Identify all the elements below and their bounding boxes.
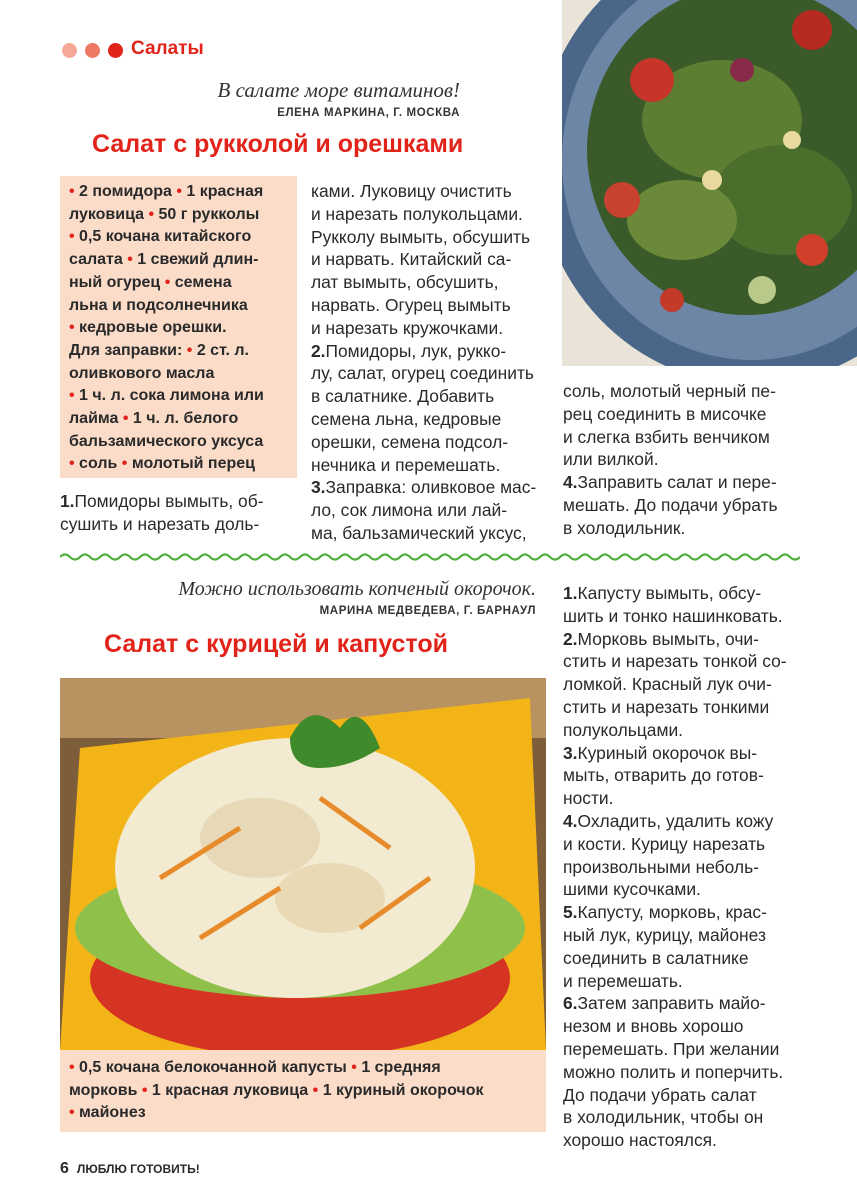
recipe1-title: Салат с рукколой и орешками — [92, 130, 464, 158]
recipe1-ingredient-text: лайма — [69, 410, 123, 428]
recipe1-text-line: нечника и перемешать. — [311, 454, 501, 475]
recipe2-text-line: 5.Капусту, морковь, крас- — [563, 902, 767, 923]
recipe1-text-line: 2.Помидоры, лук, рукко- — [311, 340, 507, 361]
page-number: 6 — [60, 1160, 69, 1177]
recipe2-author: МАРИНА МЕДВЕДЕВА, Г. БАРНАУЛ — [319, 605, 536, 617]
recipe1-author: ЕЛЕНА МАРКИНА, Г. МОСКВА — [277, 107, 460, 119]
arugula-salad-photo — [562, 0, 857, 366]
recipe1-ingredient-line — [69, 295, 264, 318]
recipe1-ingredient-line — [69, 204, 264, 227]
chicken-salad-illustration — [60, 678, 546, 1050]
recipe1-text-line: ло, сок лимона или лай- — [311, 500, 508, 521]
recipe2-ingredient-text: майонез — [79, 1104, 146, 1122]
recipe1-ingredient-text: ный огурец — [69, 273, 165, 291]
recipe1-ingredient-text: соль — [79, 455, 122, 473]
recipe1-text-line: и нарезать полукольцами. — [311, 203, 523, 224]
step-number: 3. — [311, 477, 326, 498]
recipe2-ingredients-box — [60, 1050, 546, 1132]
recipe1-ingredient-text: бальзамического уксуса — [69, 432, 264, 450]
recipe1-text-line: и нарезать кружочками. — [311, 317, 504, 338]
recipe1-text-line: 1.Помидоры вымыть, об- — [60, 491, 264, 511]
recipe2-ingredient-line — [69, 1102, 484, 1125]
bullet-icon: • — [164, 273, 175, 291]
recipe1-text-line: и слегка взбить венчиком — [563, 426, 770, 447]
bullet-icon: • — [186, 341, 197, 359]
bullet-icon: • — [312, 1081, 323, 1099]
recipe1-ingredient-line — [69, 249, 264, 272]
recipe1-ingredients — [69, 181, 264, 476]
recipe2-text-line: 6.Затем заправить майо- — [563, 993, 766, 1014]
step-number: 6. — [563, 993, 578, 1014]
recipe1-text-line: ма, бальзамический уксус, — [311, 522, 527, 543]
recipe1-ingredient-line — [69, 385, 264, 408]
recipe1-steps-col3 — [563, 380, 778, 540]
recipe1-ingredient-text: льна и подсолнечника — [69, 296, 248, 314]
bullet-icon: • — [69, 387, 80, 405]
recipe1-ingredient-line — [69, 453, 264, 476]
recipe1-text-line: орешки, семена подсол- — [311, 431, 509, 452]
bullet-icon: • — [127, 251, 138, 269]
recipe2-ingredient-line — [69, 1057, 484, 1080]
recipe1-ingredient-line — [69, 226, 264, 249]
recipe1-ingredient-text: кедровые орешки. — [79, 319, 227, 337]
step-number: 4. — [563, 472, 578, 493]
recipe2-text-line: перемешать. При желании — [563, 1038, 780, 1059]
recipe2-text-line: и кости. Курицу нарезать — [563, 833, 766, 854]
page-footer — [60, 1160, 200, 1178]
step-number: 2. — [311, 340, 326, 361]
recipe1-ingredient-line — [69, 272, 264, 295]
step-number: 2. — [563, 628, 578, 649]
section-dot-3 — [108, 43, 123, 58]
recipe1-text-line: Рукколу вымыть, обсушить — [311, 226, 531, 247]
recipe1-ingredient-text: семена — [174, 273, 232, 291]
recipe2-text-line: 4.Охладить, удалить кожу — [563, 810, 774, 831]
section-label: Салаты — [131, 38, 204, 59]
recipe2-text-line: 2.Морковь вымыть, очи- — [563, 628, 759, 649]
recipe2-text-line: ный лук, курицу, майонез — [563, 924, 766, 945]
step-number: 4. — [563, 810, 578, 831]
bullet-icon: • — [69, 455, 80, 473]
recipe1-text-line: или вилкой. — [563, 449, 659, 470]
recipe1-steps-col1 — [60, 490, 264, 536]
recipe1-text-line: соль, молотый черный пе- — [563, 381, 776, 401]
recipe1-text-line: в холодильник. — [563, 517, 686, 538]
bullet-icon: • — [121, 455, 132, 473]
recipe1-text-line: сушить и нарезать доль- — [60, 513, 260, 534]
recipe1-text-line: лат вымыть, обсушить, — [311, 272, 499, 293]
recipe1-ingredient-line — [69, 431, 264, 454]
recipe2-text-line: 3.Куриный окорочок вы- — [563, 742, 757, 763]
recipe1-ingredient-line — [69, 408, 264, 431]
recipe1-ingredient-text: 50 г рукколы — [158, 205, 260, 223]
recipe2-text-line: в холодильник, чтобы он — [563, 1107, 764, 1128]
recipe1-ingredient-text: оливкового масла — [69, 364, 215, 382]
recipe1-ingredient-text: 2 помидора — [79, 183, 177, 200]
recipe1-text-line: нарвать. Огурец вымыть — [311, 294, 511, 315]
recipe2-text-line: хорошо настоялся. — [563, 1130, 717, 1151]
recipe2-ingredient-text: 1 средняя — [361, 1059, 441, 1076]
recipe2-text-line: полукольцами. — [563, 719, 683, 740]
recipe1-ingredient-text: салата — [69, 251, 128, 269]
recipe2-title: Салат с курицей и капустой — [104, 630, 448, 658]
step-number: 1. — [60, 491, 75, 511]
recipe2-ingredient-text: 1 куриный окорочок — [322, 1081, 484, 1099]
recipe1-text-line: и нарвать. Китайский са- — [311, 249, 512, 270]
recipe1-text-line: мешать. До подачи убрать — [563, 494, 778, 515]
recipe1-ingredient-text: 1 ч. л. сока лимона или — [79, 387, 264, 405]
recipe1-ingredients-box — [60, 176, 297, 478]
recipe2-text-line: произвольными неболь- — [563, 856, 759, 877]
recipe1-ingredient-text: молотый перец — [131, 455, 255, 473]
recipe1-text-line: 3.Заправка: оливковое мас- — [311, 477, 537, 498]
section-dot-1 — [62, 43, 77, 58]
recipe2-text-line: До подачи убрать салат — [563, 1084, 757, 1105]
recipe1-ingredient-text: 0,5 кочана китайского — [79, 228, 252, 246]
recipe1-text-line: в салатнике. Добавить — [311, 386, 495, 407]
recipe2-text-line: стить и нарезать тонкой со- — [563, 651, 787, 672]
recipe1-ingredient-text: луковица — [69, 205, 149, 223]
recipe2-text-line: незом и вновь хорошо — [563, 1016, 744, 1037]
bullet-icon: • — [69, 319, 80, 337]
bullet-icon: • — [141, 1081, 152, 1099]
bullet-icon: • — [69, 1104, 80, 1122]
recipe1-tagline: В салате море витаминов! — [217, 78, 460, 102]
step-number: 1. — [563, 583, 578, 603]
recipe2-steps — [563, 582, 787, 1152]
recipe1-ingredient-line — [69, 340, 264, 363]
step-number: 3. — [563, 742, 578, 763]
recipe2-text-line: ломкой. Красный лук очи- — [563, 674, 772, 695]
recipe1-text-line: ками. Луковицу очистить — [311, 181, 512, 201]
recipe2-ingredient-text: 0,5 кочана белокочанной капусты — [79, 1059, 352, 1076]
recipe1-ingredient-line — [69, 363, 264, 386]
recipe2-text-line: мыть, отварить до готов- — [563, 765, 764, 786]
recipe2-text-line: 1.Капусту вымыть, обсу- — [563, 583, 762, 603]
recipe1-ingredient-text: 1 свежий длин- — [137, 251, 259, 269]
recipe1-text-line: лу, салат, огурец соединить — [311, 363, 534, 384]
recipe2-ingredient-line — [69, 1080, 484, 1103]
recipe1-ingredient-text: 1 красная — [186, 183, 264, 200]
recipe1-steps-col2 — [311, 180, 536, 545]
recipe1-text-line: 4.Заправить салат и пере- — [563, 472, 777, 493]
recipe2-text-line: стить и нарезать тонкими — [563, 696, 770, 717]
step-number: 5. — [563, 902, 578, 923]
recipe1-text-line: рец соединить в мисочке — [563, 403, 767, 424]
chicken-cabbage-salad-photo — [60, 678, 546, 1050]
recipe2-text-line: и перемешать. — [563, 970, 683, 991]
magazine-name: ЛЮБЛЮ ГОТОВИТЬ! — [76, 1162, 200, 1176]
bullet-icon: • — [148, 205, 159, 223]
bullet-icon: • — [69, 228, 80, 246]
recipe2-ingredient-text: морковь — [69, 1081, 142, 1099]
recipe1-ingredient-line — [69, 181, 264, 204]
section-dot-2 — [85, 43, 100, 58]
arugula-salad-illustration — [562, 0, 857, 366]
bullet-icon: • — [122, 410, 133, 428]
recipe2-text-line: ности. — [563, 788, 614, 809]
bullet-icon: • — [176, 183, 187, 200]
bullet-icon: • — [351, 1059, 362, 1076]
recipe2-text-line: можно полить и поперчить. — [563, 1061, 784, 1082]
recipe1-ingredient-text: 2 ст. л. — [196, 341, 249, 359]
recipe1-ingredient-line — [69, 317, 264, 340]
recipe2-text-line: шими кусочками. — [563, 879, 701, 900]
recipe2-text-line: соединить в салатнике — [563, 947, 749, 968]
recipe1-ingredient-text: 1 ч. л. белого — [132, 410, 239, 428]
recipe1-text-line: семена льна, кедровые — [311, 408, 502, 429]
bullet-icon: • — [69, 183, 80, 200]
bullet-icon: • — [69, 1059, 80, 1076]
recipe2-text-line: шить и тонко нашинковать. — [563, 605, 783, 626]
section-divider — [60, 550, 800, 564]
recipe2-ingredients — [69, 1057, 484, 1125]
recipe2-ingredient-text: 1 красная луковица — [151, 1081, 313, 1099]
recipe1-ingredient-text: Для заправки: — [69, 341, 187, 359]
recipe2-tagline: Можно использовать копченый окорочок. — [178, 578, 536, 600]
